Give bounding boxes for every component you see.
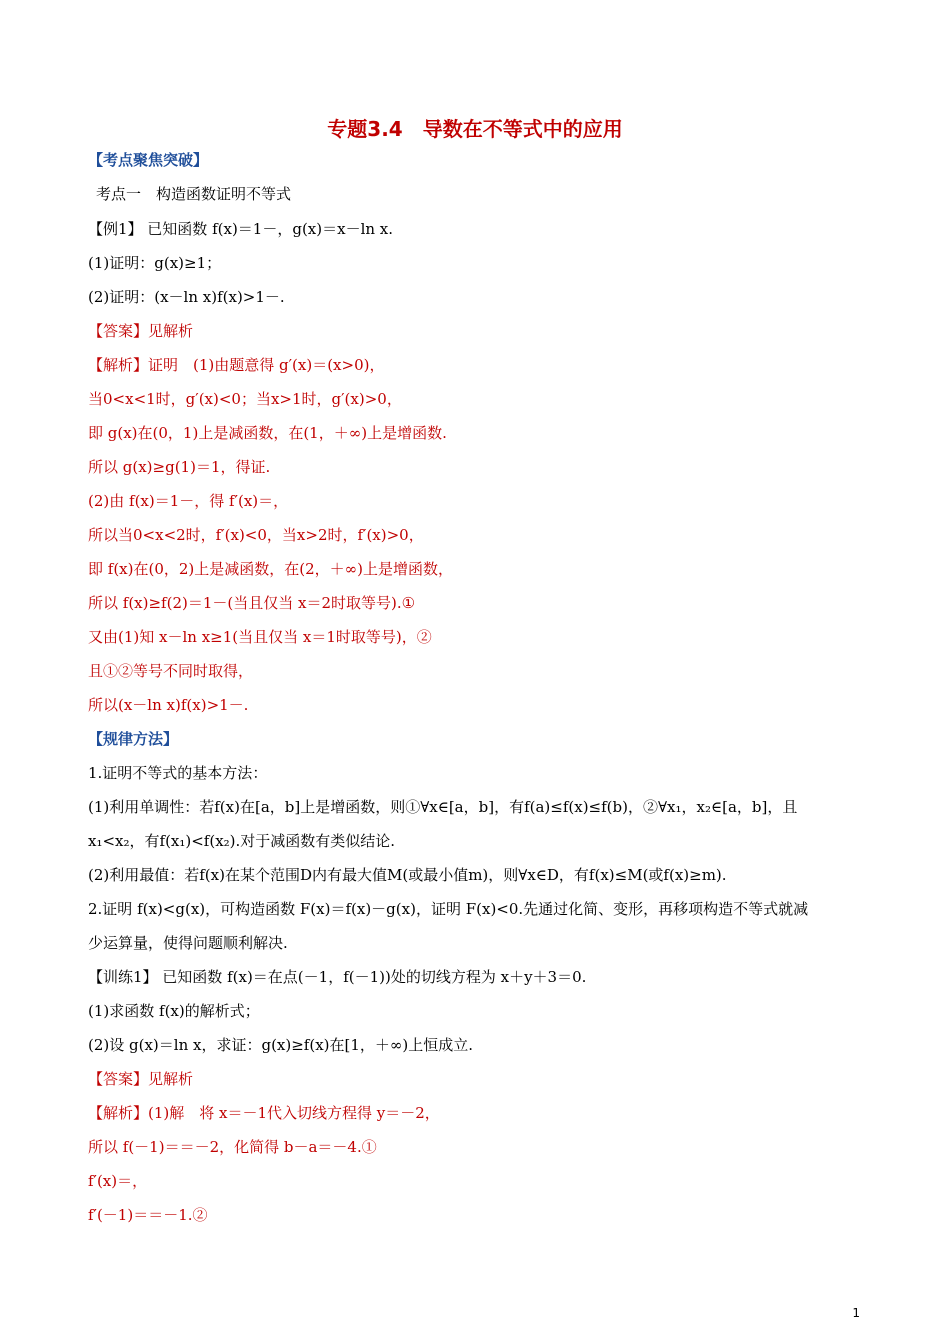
text-line: 即 g(x)在(0，1)上是减函数，在(1，＋∞)上是增函数. <box>88 424 447 442</box>
text-line: 【解析】(1)解 将 x＝－1代入切线方程得 y＝－2， <box>88 1104 440 1122</box>
text-line: (1)求函数 f(x)的解析式； <box>88 1002 260 1020</box>
text-line: f′(－1)＝＝－1.② <box>88 1206 208 1224</box>
text-line: (2)利用最值：若f(x)在某个范围D内有最大值M(或最小值m)，则∀x∈D，有f(x)≤M(或f(x)≥m). <box>88 866 727 884</box>
text-line: 1.证明不等式的基本方法： <box>88 764 268 782</box>
text-line: 【解析】证明 (1)由题意得 g′(x)＝(x>0)， <box>88 356 385 374</box>
text-line: 【答案】见解析 <box>88 1070 194 1088</box>
text-line: (2)由 f(x)＝1－，得 f′(x)＝， <box>88 492 289 510</box>
text-line: (2)证明：(x－ln x)f(x)>1－. <box>88 288 285 306</box>
text-line: (2)设 g(x)＝ln x，求证：g(x)≥f(x)在[1，＋∞)上恒成立. <box>88 1036 474 1054</box>
text-line: 且①②等号不同时取得， <box>88 662 254 680</box>
text-line: 所以 f(－1)＝＝－2，化简得 b－a＝－4.① <box>88 1138 377 1156</box>
text-line: 少运算量，使得问题顺利解决. <box>88 934 288 952</box>
text-line: (1)证明：g(x)≥1； <box>88 254 222 272</box>
text-line: 即 f(x)在(0，2)上是减函数，在(2，＋∞)上是增函数， <box>88 560 454 578</box>
text-line: 所以(x－ln x)f(x)>1－. <box>88 696 249 714</box>
text-line: 2.证明 f(x)<g(x)，可构造函数 F(x)＝f(x)－g(x)，证明 F(x)<0.先通过化简、变形，再移项构造不等式就减 <box>88 900 809 918</box>
text-line: x₁<x₂，有f(x₁)<f(x₂).对于减函数有类似结论. <box>88 832 396 850</box>
text-line: 【训练1】 已知函数 f(x)＝在点(－1，f(－1))处的切线方程为 x＋y＋3＝0. <box>88 968 587 986</box>
text-line: 当0<x<1时，g′(x)<0；当x>1时，g′(x)>0， <box>88 390 402 408</box>
text-line: 【规律方法】 <box>88 730 179 748</box>
page-title: 专题3.4 导数在不等式中的应用 <box>327 117 623 141</box>
text-line: 【考点聚焦突破】 <box>88 151 209 169</box>
text-line: 考点一 构造函数证明不等式 <box>96 185 292 203</box>
text-line: 【例1】 已知函数 f(x)＝1－，g(x)＝x－ln x. <box>88 220 394 238</box>
text-line: 所以当0<x<2时，f′(x)<0，当x>2时，f′(x)>0， <box>88 526 424 544</box>
text-line: 【答案】见解析 <box>88 322 194 340</box>
text-line: f′(x)＝， <box>88 1172 148 1190</box>
text-line: (1)利用单调性：若f(x)在[a，b]上是增函数，则①∀x∈[a，b]，有f(a)≤f(x)≤f(b)，②∀x₁，x₂∈[a，b]，且 <box>88 798 798 816</box>
text-line: 所以 g(x)≥g(1)＝1，得证. <box>88 458 271 476</box>
text-line: 所以 f(x)≥f(2)＝1－(当且仅当 x＝2时取等号).① <box>88 594 416 612</box>
page-number: 1 <box>852 1306 860 1320</box>
text-line: 又由(1)知 x－ln x≥1(当且仅当 x＝1时取等号)，② <box>88 628 432 646</box>
